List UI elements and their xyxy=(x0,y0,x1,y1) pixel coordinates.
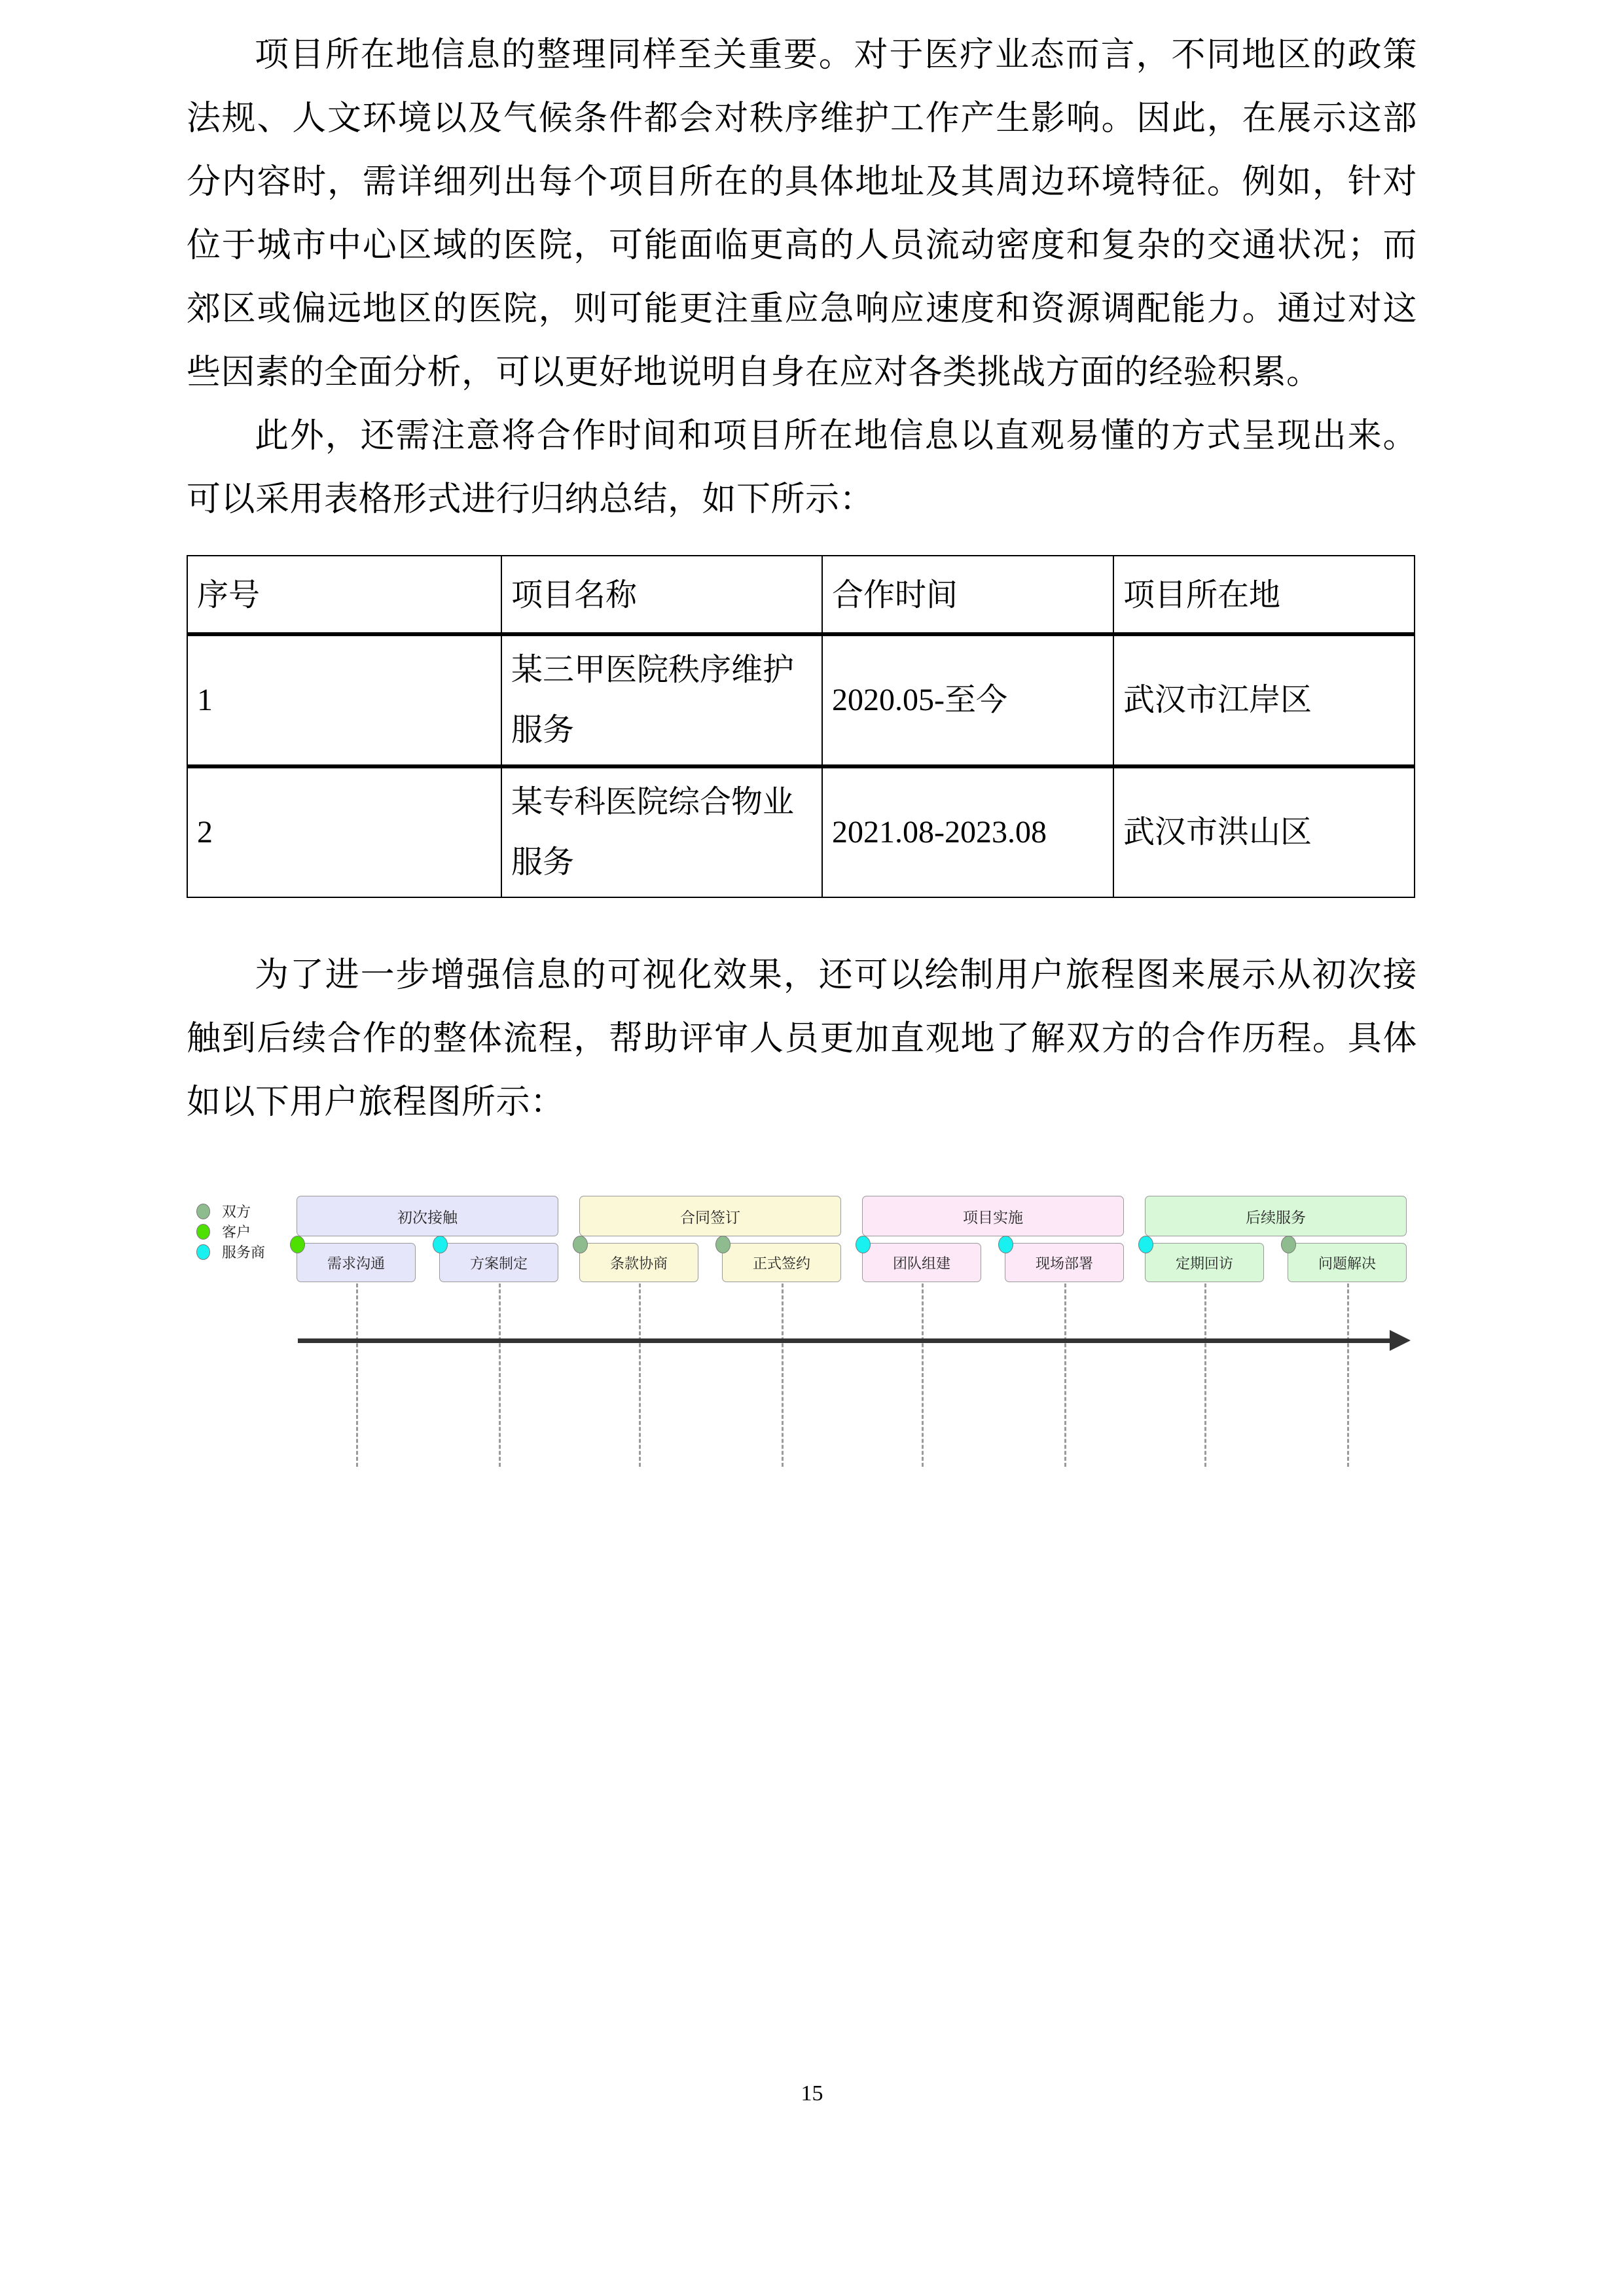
journey-task xyxy=(722,1243,841,1282)
column-header-location: 项目所在地 xyxy=(1113,556,1415,634)
journey-phase-label: 后续服务 xyxy=(1246,1208,1306,1226)
legend-label: 客户 xyxy=(222,1224,251,1240)
pre-table-spacer xyxy=(187,531,1417,555)
journey-phase xyxy=(1145,1196,1407,1236)
journey-phase-label: 项目实施 xyxy=(963,1208,1023,1226)
journey-task xyxy=(1005,1243,1124,1282)
actor-dot-icon xyxy=(1138,1236,1153,1253)
actor-dot-icon xyxy=(998,1236,1013,1253)
paragraph-3: 为了进一步增强信息的可视化效果，还可以绘制用户旅程图来展示从初次接触到后续合作的整体流程，帮助评审人员更加直观地了解双方的合作历程。具体如以下用户旅程图所示： xyxy=(187,957,1417,1121)
cell-name: 某专科医院综合物业服务 xyxy=(501,766,822,897)
column-header-name: 项目名称 xyxy=(501,556,822,634)
journey-task xyxy=(439,1243,558,1282)
legend-dot-icon xyxy=(196,1204,210,1219)
top-spacer xyxy=(187,0,1417,24)
timeline-tick xyxy=(356,1283,358,1467)
journey-phase xyxy=(579,1196,841,1236)
cell-name: 某三甲医院秩序维护服务 xyxy=(501,634,822,766)
page-number: 15 xyxy=(801,2081,823,2106)
timeline-tick xyxy=(1347,1283,1349,1467)
cooperation-table xyxy=(187,555,1415,898)
timeline-tick xyxy=(639,1283,641,1467)
post-table-spacer xyxy=(187,898,1417,944)
column-header-period: 合作时间 xyxy=(822,556,1113,634)
table-row xyxy=(187,634,1415,766)
cell-location: 武汉市洪山区 xyxy=(1113,766,1415,897)
journey-task-label: 现场部署 xyxy=(1035,1255,1093,1272)
cell-index: 2 xyxy=(187,766,501,897)
column-header-index: 序号 xyxy=(187,556,501,634)
paragraph-1: 项目所在地信息的整理同样至关重要。对于医疗业态而言，不同地区的政策法规、人文环境以及气候条件都会对秩序维护工作产生影响。因此，在展示这部分内容时，需详细列出每个项目所在的具体地址及其周边环境特征。例如，针对位于城市中心区域的医院，可能面临更高的人员流动密度和复杂的交通状况；而郊区或偏远地区的医院，则可能更注重应急响应速度和资源调配能力。通过对这些因素的全面分析，可以更好地说明自身在应对各类挑战方面的经验积累。 xyxy=(187,37,1417,391)
cell-period: 2020.05-至今 xyxy=(822,634,1113,766)
actor-dot-icon xyxy=(856,1236,871,1253)
journey-phase-label: 合同签订 xyxy=(680,1208,740,1226)
page-content xyxy=(187,0,1417,1536)
journey-task xyxy=(862,1243,981,1282)
journey-task-label: 条款协商 xyxy=(609,1255,668,1272)
table-body xyxy=(187,634,1415,897)
timeline-tick xyxy=(1204,1283,1206,1467)
actor-dot-icon xyxy=(290,1236,305,1253)
journey-task-label: 正式签约 xyxy=(752,1255,810,1272)
journey-task xyxy=(1145,1243,1264,1282)
paragraph-2: 此外，还需注意将合作时间和项目所在地信息以直观易懂的方式呈现出来。可以采用表格形式进行归纳总结，如下所示： xyxy=(187,418,1417,518)
journey-task-label: 方案制定 xyxy=(469,1255,528,1272)
journey-task xyxy=(1288,1243,1407,1282)
timeline-tick xyxy=(782,1283,784,1467)
legend-dot-icon xyxy=(196,1224,210,1240)
journey-task-label: 定期回访 xyxy=(1175,1255,1233,1272)
cell-index: 1 xyxy=(187,634,501,766)
timeline-tick xyxy=(499,1283,501,1467)
journey-phase-row xyxy=(297,1196,1409,1239)
user-journey-diagram xyxy=(187,1170,1417,1536)
journey-task-label: 问题解决 xyxy=(1318,1255,1376,1272)
journey-task-label: 团队组建 xyxy=(892,1255,950,1272)
journey-phase xyxy=(862,1196,1124,1236)
journey-task xyxy=(297,1243,416,1282)
timeline-tick xyxy=(922,1283,924,1467)
journey-phase-label: 初次接触 xyxy=(397,1208,458,1226)
actor-dot-icon xyxy=(1281,1236,1296,1253)
actor-dot-icon xyxy=(573,1236,588,1253)
legend-label: 服务商 xyxy=(222,1244,266,1261)
legend-dot-icon xyxy=(196,1244,210,1260)
table-row xyxy=(187,766,1415,897)
legend-label: 双方 xyxy=(222,1204,251,1220)
cell-location: 武汉市江岸区 xyxy=(1113,634,1415,766)
timeline-arrow-icon xyxy=(1390,1330,1411,1351)
timeline-axis xyxy=(298,1338,1392,1343)
journey-task xyxy=(579,1243,698,1282)
actor-dot-icon xyxy=(433,1236,448,1253)
journey-task-label: 需求沟通 xyxy=(327,1255,385,1272)
journey-task-row xyxy=(297,1239,1409,1283)
table-header xyxy=(187,556,1415,634)
actor-dot-icon xyxy=(715,1236,731,1253)
cell-period: 2021.08-2023.08 xyxy=(822,766,1113,897)
table-header-row xyxy=(187,556,1415,634)
journey-phase xyxy=(297,1196,558,1236)
pre-diagram-spacer xyxy=(187,1134,1417,1170)
timeline-tick xyxy=(1064,1283,1066,1467)
